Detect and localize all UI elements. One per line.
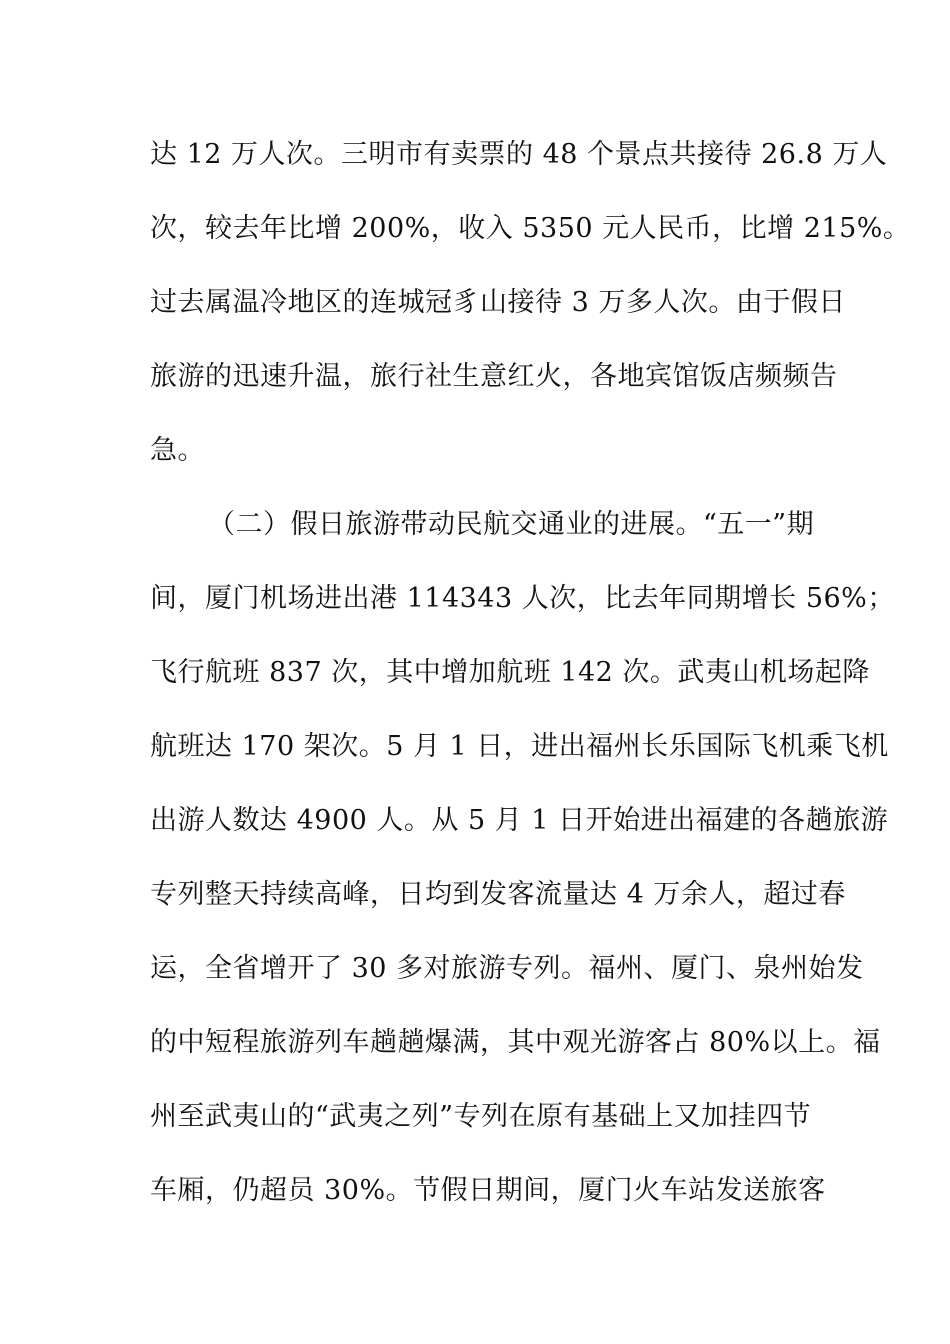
paragraph-line: 次，较去年比增 200%，收入 5350 元人民币，比增 215%。 — [150, 213, 911, 244]
paragraph-line: 过去属温冷地区的连城冠豸山接待 3 万多人次。由于假日 — [150, 287, 846, 318]
paragraph-line: 航班达 170 架次。5 月 1 日，进出福州长乐国际飞机乘飞机 — [150, 731, 889, 762]
paragraph-line: 专列整天持续高峰，日均到发客流量达 4 万余人，超过春 — [150, 879, 846, 910]
paragraph-line-indented: （二）假日旅游带动民航交通业的进展。“五一”期 — [208, 509, 815, 540]
paragraph-line: 的中短程旅游列车趟趟爆满，其中观光游客占 80%以上。福 — [150, 1027, 881, 1058]
paragraph-line: 急。 — [150, 435, 205, 466]
paragraph-line: 达 12 万人次。三明市有卖票的 48 个景点共接待 26.8 万人 — [150, 139, 888, 170]
paragraph-line: 旅游的迅速升温，旅行社生意红火，各地宾馆饭店频频告 — [150, 361, 838, 392]
paragraph-line: 飞行航班 837 次，其中增加航班 142 次。武夷山机场起降 — [150, 657, 870, 688]
paragraph-line: 运，全省增开了 30 多对旅游专列。福州、厦门、泉州始发 — [150, 953, 864, 984]
paragraph-line: 车厢，仍超员 30%。节假日期间，厦门火车站发送旅客 — [150, 1175, 826, 1206]
paragraph-line: 出游人数达 4900 人。从 5 月 1 日开始进出福建的各趟旅游 — [150, 805, 889, 836]
paragraph-line: 间，厦门机场进出港 114343 人次，比去年同期增长 56%； — [150, 583, 895, 614]
paragraph-line: 州至武夷山的“武夷之列”专列在原有基础上又加挂四节 — [150, 1101, 812, 1132]
